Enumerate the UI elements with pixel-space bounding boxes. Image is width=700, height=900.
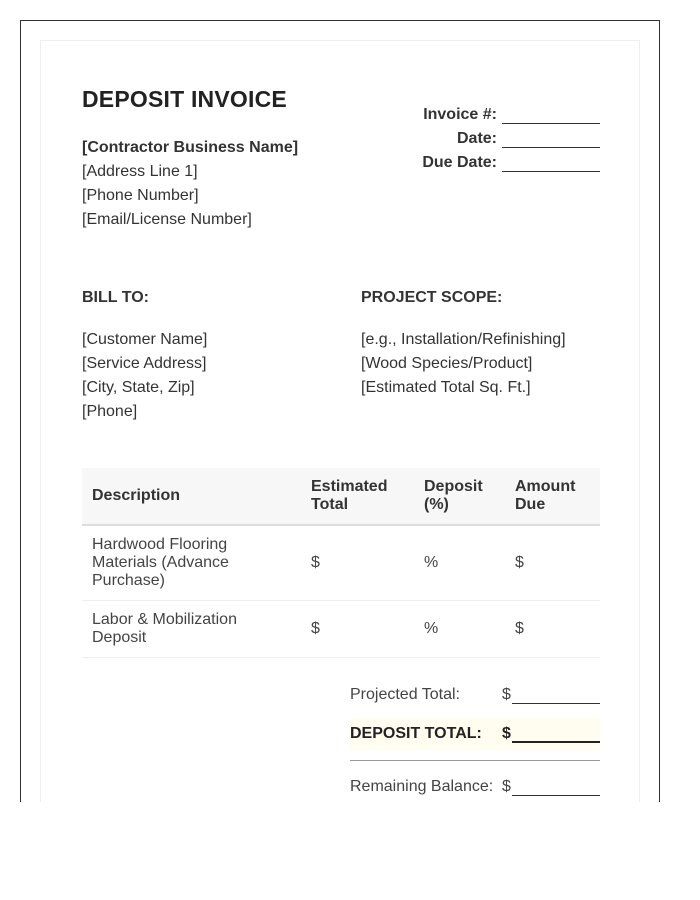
table-row bbox=[82, 601, 600, 658]
deposit-currency: $ bbox=[502, 725, 511, 742]
city-state-zip: [City, State, Zip] bbox=[82, 379, 195, 396]
cell-description: Hardwood Flooring Materials (Advance Purchase) bbox=[82, 525, 301, 601]
business-name: [Contractor Business Name] bbox=[82, 139, 299, 156]
cell-deposit-pct[interactable]: % bbox=[414, 525, 505, 601]
cell-deposit-pct[interactable]: % bbox=[414, 601, 505, 658]
col-header-estimated-total: Estimated Total bbox=[301, 468, 414, 525]
remaining-balance-line bbox=[512, 779, 600, 796]
deposit-total-line bbox=[512, 725, 600, 743]
business-phone: [Phone Number] bbox=[82, 187, 199, 204]
business-email-license: [Email/License Number] bbox=[82, 211, 252, 228]
cell-estimated-total[interactable]: $ bbox=[301, 525, 414, 601]
projected-total-line bbox=[512, 687, 600, 704]
col-header-deposit-pct: Deposit (%) bbox=[414, 468, 505, 525]
date-field[interactable] bbox=[502, 131, 600, 148]
service-address: [Service Address] bbox=[82, 355, 207, 372]
line-items-table bbox=[82, 468, 600, 658]
date-label: Date: bbox=[456, 130, 497, 147]
remaining-balance-row bbox=[350, 776, 600, 798]
table-row bbox=[82, 525, 600, 601]
deposit-total-value[interactable] bbox=[502, 725, 600, 743]
invoice-number-label: Invoice #: bbox=[423, 106, 497, 123]
due-date-row bbox=[422, 148, 600, 172]
totals-divider bbox=[350, 760, 600, 761]
due-date-label: Due Date: bbox=[422, 154, 497, 171]
deposit-total-label: DEPOSIT TOTAL: bbox=[350, 725, 482, 742]
cell-amount-due[interactable]: $ bbox=[505, 525, 600, 601]
business-address: [Address Line 1] bbox=[82, 163, 198, 180]
projected-total-label: Projected Total: bbox=[350, 686, 460, 703]
projected-total-value[interactable] bbox=[502, 686, 600, 704]
project-scope-block bbox=[361, 328, 566, 400]
deposit-total-row bbox=[350, 718, 600, 750]
bill-to-block bbox=[82, 328, 207, 424]
col-header-amount-due: Amount Due bbox=[505, 468, 600, 525]
invoice-title: DEPOSIT INVOICE bbox=[82, 86, 287, 112]
project-scope-heading: PROJECT SCOPE: bbox=[361, 289, 503, 306]
totals-section bbox=[350, 684, 600, 798]
date-row bbox=[422, 124, 600, 148]
cell-description: Labor & Mobilization Deposit bbox=[82, 601, 301, 658]
invoice-number-row bbox=[422, 100, 600, 124]
due-date-field[interactable] bbox=[502, 155, 600, 172]
scope-type: [e.g., Installation/Refinishing] bbox=[361, 331, 566, 348]
cell-estimated-total[interactable]: $ bbox=[301, 601, 414, 658]
projected-total-row bbox=[350, 684, 600, 706]
business-info bbox=[82, 136, 298, 232]
remaining-currency: $ bbox=[502, 778, 511, 795]
customer-phone: [Phone] bbox=[82, 403, 138, 420]
table-header-row bbox=[82, 468, 600, 525]
remaining-balance-value[interactable] bbox=[502, 778, 600, 796]
remaining-balance-label: Remaining Balance: bbox=[350, 778, 494, 795]
invoice-meta bbox=[422, 100, 600, 172]
invoice-number-field[interactable] bbox=[502, 107, 600, 124]
bill-to-heading: BILL TO: bbox=[82, 289, 149, 306]
cell-amount-due[interactable]: $ bbox=[505, 601, 600, 658]
projected-currency: $ bbox=[502, 686, 511, 703]
wood-species: [Wood Species/Product] bbox=[361, 355, 533, 372]
estimated-sqft: [Estimated Total Sq. Ft.] bbox=[361, 379, 531, 396]
col-header-description: Description bbox=[82, 468, 301, 525]
customer-name: [Customer Name] bbox=[82, 331, 208, 348]
